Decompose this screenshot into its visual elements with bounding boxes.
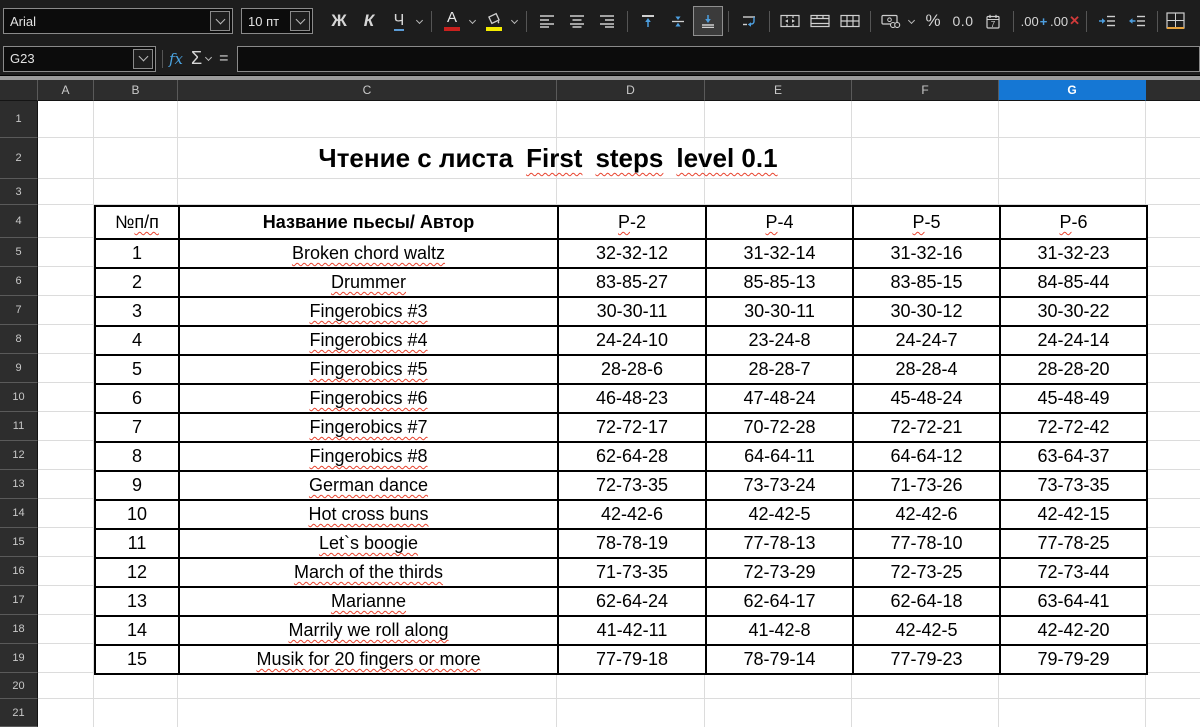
sheet-cell[interactable]	[179, 645, 558, 674]
merge-cells-icon	[810, 14, 830, 28]
merge-center-button[interactable]	[776, 7, 804, 35]
decrease-indent-button[interactable]	[1123, 7, 1151, 35]
sheet-cell[interactable]: 31-32-16	[853, 239, 1000, 268]
sheet-cell[interactable]	[179, 268, 558, 297]
sheet-cell[interactable]: 13	[95, 587, 179, 616]
header-text: п/п	[134, 212, 159, 232]
piece-name: Broken chord waltz	[291, 243, 446, 263]
toolbar-separator	[526, 11, 527, 32]
table-row	[95, 384, 1147, 413]
sheet-cell[interactable]	[179, 297, 558, 326]
chevron-down-icon	[138, 52, 148, 62]
row-header-15[interactable]: 15	[0, 528, 38, 557]
sheet-cell[interactable]: 73-73-24	[706, 471, 853, 500]
sheet-cell[interactable]: 31-32-14	[706, 239, 853, 268]
row-header-18[interactable]: 18	[0, 615, 38, 644]
table-row	[95, 239, 1147, 268]
sheet-cell[interactable]	[179, 558, 558, 587]
sheet-cell[interactable]: 30-30-11	[706, 297, 853, 326]
delete-decimal-icon: .00 ✕	[1050, 13, 1080, 29]
sheet-cell[interactable]	[179, 413, 558, 442]
toolbar-separator	[870, 11, 871, 32]
sheet-cell[interactable]: 4	[95, 326, 179, 355]
chevron-down-icon	[215, 14, 225, 24]
borders-icon	[1166, 11, 1190, 31]
number-format-button[interactable]	[949, 7, 977, 35]
table-row	[95, 413, 1147, 442]
sheet-cell[interactable]: 31-32-23	[1000, 239, 1147, 268]
cell-grid[interactable]	[38, 101, 1200, 727]
sheet-cell[interactable]: 1	[95, 239, 179, 268]
bold-button[interactable]	[325, 7, 353, 35]
formula-input[interactable]	[237, 46, 1200, 72]
toolbar-separator	[162, 50, 163, 68]
sum-button[interactable]: Σ	[191, 48, 203, 68]
add-decimal-icon: .00 +	[1020, 13, 1048, 29]
sheet-cell[interactable]: 15	[95, 645, 179, 674]
currency-format-dropdown[interactable]	[905, 7, 917, 35]
row-header-3[interactable]: 3	[0, 179, 38, 205]
align-bottom-icon	[700, 14, 716, 28]
sheet-cell[interactable]: 78-79-14	[706, 645, 853, 674]
sheet-cell[interactable]: 24-24-14	[1000, 326, 1147, 355]
sheet-cell[interactable]: 2	[95, 268, 179, 297]
header-text: №	[115, 212, 135, 232]
align-center-button[interactable]	[563, 7, 591, 35]
currency-format-button[interactable]	[877, 7, 905, 35]
row-header-6[interactable]: 6	[0, 267, 38, 296]
merge-cells-button[interactable]	[806, 7, 834, 35]
paint-bucket-icon	[486, 12, 502, 25]
sheet-cell[interactable]: 71-73-26	[853, 471, 1000, 500]
sheet-cell[interactable]: 72-73-29	[706, 558, 853, 587]
font-color-swatch	[444, 27, 460, 31]
wrap-text-button[interactable]	[735, 7, 763, 35]
piece-name: Marianne	[330, 591, 407, 611]
font-name-select[interactable]	[3, 8, 233, 34]
piece-name: Fingerobics #7	[309, 417, 428, 437]
sheet-cell[interactable]: 63-64-41	[1000, 587, 1147, 616]
align-right-button[interactable]	[593, 7, 621, 35]
sheet-cell[interactable]	[179, 471, 558, 500]
sum-dropdown[interactable]	[206, 57, 211, 60]
sheet-cell[interactable]: 84-85-44	[1000, 268, 1147, 297]
header-text: -5	[924, 212, 941, 232]
row-header-11[interactable]: 11	[0, 412, 38, 441]
sheet-cell[interactable]	[179, 326, 558, 355]
table-row	[95, 442, 1147, 471]
sheet-cell[interactable]: 64-64-11	[706, 442, 853, 471]
row-header-13[interactable]: 13	[0, 470, 38, 499]
sheet-cell[interactable]	[179, 529, 558, 558]
sheet-cell[interactable]: 5	[95, 355, 179, 384]
sheet-cell[interactable]: 72-72-42	[1000, 413, 1147, 442]
sheet-cell[interactable]: 79-79-29	[1000, 645, 1147, 674]
date-format-button[interactable]	[979, 7, 1007, 35]
column-header-D[interactable]: D	[557, 80, 705, 101]
align-left-button[interactable]	[533, 7, 561, 35]
font-color-icon: A	[446, 9, 457, 26]
font-size-value: 10 пт	[248, 13, 280, 29]
header-cell-name[interactable]: Название пьесы/ Автор	[179, 206, 558, 239]
piece-name: Fingerobics #4	[309, 330, 428, 350]
sheet-cell[interactable]: 42-42-6	[853, 500, 1000, 529]
name-box-dropdown[interactable]	[133, 49, 153, 69]
piece-name: Fingerobics #5	[309, 359, 428, 379]
sheet-cell[interactable]: 9	[95, 471, 179, 500]
sheet-cell[interactable]: 42-42-6	[558, 500, 706, 529]
row-header-5[interactable]: 5	[0, 238, 38, 267]
toolbar-separator	[1013, 11, 1014, 32]
row-header-12[interactable]: 12	[0, 441, 38, 470]
piece-name: Fingerobics #6	[309, 388, 428, 408]
font-color-button[interactable]	[438, 7, 466, 35]
font-size-dropdown[interactable]	[290, 11, 310, 31]
row-header-21[interactable]: 21	[0, 699, 38, 727]
formatting-toolbar	[0, 0, 1200, 42]
font-name-value: Arial	[10, 13, 37, 29]
sheet-cell[interactable]	[179, 587, 558, 616]
sheet-cell[interactable]: 30-30-11	[558, 297, 706, 326]
sheet-cell[interactable]	[179, 384, 558, 413]
header-text: P	[765, 212, 778, 232]
sheet-cell[interactable]	[179, 442, 558, 471]
header-text: -6	[1071, 212, 1088, 232]
sheet-cell[interactable]: 42-42-15	[1000, 500, 1147, 529]
sheet-cell[interactable]: 85-85-13	[706, 268, 853, 297]
sheet-cell[interactable]: 24-24-10	[558, 326, 706, 355]
chevron-down-icon	[205, 54, 212, 61]
sheet-cell[interactable]: 77-78-25	[1000, 529, 1147, 558]
sheet-cell[interactable]: 72-72-17	[558, 413, 706, 442]
sheet-cell[interactable]: 77-78-10	[853, 529, 1000, 558]
underline-icon: Ч	[393, 11, 405, 29]
toolbar-separator	[769, 11, 770, 32]
align-top-icon	[640, 14, 656, 28]
unmerge-cells-icon	[840, 14, 860, 28]
italic-button[interactable]	[355, 7, 383, 35]
delete-decimal-button[interactable]	[1050, 7, 1080, 35]
chevron-down-icon	[295, 14, 305, 24]
formula-bar	[0, 42, 1200, 76]
sheet-cell[interactable]: 83-85-15	[853, 268, 1000, 297]
table-row	[95, 529, 1147, 558]
row-header-16[interactable]: 16	[0, 557, 38, 586]
row-header-10[interactable]: 10	[0, 383, 38, 412]
align-left-icon	[539, 14, 555, 28]
underline-button[interactable]	[385, 7, 413, 35]
piece-name: Marrily we roll along	[288, 620, 449, 640]
piece-name: Musik for 20 fingers or more	[256, 649, 481, 669]
sheet-cell[interactable]: 77-79-23	[853, 645, 1000, 674]
sheet-cell[interactable]: 72-73-35	[558, 471, 706, 500]
row-header-19[interactable]: 19	[0, 644, 38, 673]
title-text: steps	[595, 143, 664, 173]
sheet-cell[interactable]: 71-73-35	[558, 558, 706, 587]
sheet-cell[interactable]: 28-28-6	[558, 355, 706, 384]
header-cell-level[interactable]	[1000, 206, 1147, 239]
sheet-cell[interactable]: 11	[95, 529, 179, 558]
align-bottom-button[interactable]	[694, 7, 722, 35]
italic-icon: К	[363, 11, 375, 30]
percent-icon: %	[925, 11, 941, 30]
sheet-cell[interactable]: 72-73-25	[853, 558, 1000, 587]
sheet-cell[interactable]: 47-48-24	[706, 384, 853, 413]
wrap-text-icon	[741, 14, 757, 28]
piece-name: Fingerobics #8	[309, 446, 428, 466]
table-row	[95, 500, 1147, 529]
sheet-cell[interactable]: 73-73-35	[1000, 471, 1147, 500]
align-top-button[interactable]	[634, 7, 662, 35]
column-header-G[interactable]: G	[999, 80, 1146, 101]
header-text: P	[1059, 212, 1072, 232]
sheet-cell[interactable]: 72-73-44	[1000, 558, 1147, 587]
sheet-cell[interactable]: 46-48-23	[558, 384, 706, 413]
sheet-title	[178, 138, 918, 179]
sheet-cell[interactable]	[179, 239, 558, 268]
header-cell-level[interactable]	[853, 206, 1000, 239]
piece-name: Hot cross buns	[308, 504, 429, 524]
spreadsheet	[0, 80, 1200, 727]
align-center-icon	[569, 14, 585, 28]
row-header-20[interactable]: 20	[0, 673, 38, 699]
sheet-cell[interactable]: 7	[95, 413, 179, 442]
sheet-cell[interactable]: 23-24-8	[706, 326, 853, 355]
sheet-cell[interactable]: 63-64-37	[1000, 442, 1147, 471]
font-color-dropdown[interactable]	[466, 7, 478, 35]
sheet-cell[interactable]: 83-85-27	[558, 268, 706, 297]
table-row	[95, 268, 1147, 297]
sheet-cell[interactable]: 8	[95, 442, 179, 471]
toolbar-separator	[1157, 11, 1158, 32]
header-cell-level[interactable]	[558, 206, 706, 239]
sheet-cell[interactable]: 62-64-28	[558, 442, 706, 471]
header-text: -4	[777, 212, 794, 232]
sheet-cell[interactable]: 30-30-22	[1000, 297, 1147, 326]
center-vertically-icon	[670, 14, 686, 28]
chevron-down-icon	[510, 16, 517, 23]
title-text: level 0.1	[676, 143, 778, 173]
piece-name: March of the thirds	[293, 562, 444, 582]
name-box[interactable]	[3, 46, 156, 72]
underline-dropdown[interactable]	[413, 7, 425, 35]
currency-icon	[881, 14, 901, 28]
sheet-cell[interactable]: 10	[95, 500, 179, 529]
sheet-cell[interactable]: 28-28-7	[706, 355, 853, 384]
borders-button[interactable]	[1164, 7, 1192, 35]
piece-name: German dance	[308, 475, 429, 495]
toolbar-separator	[1086, 11, 1087, 32]
row-headers	[0, 101, 38, 727]
table-row	[95, 326, 1147, 355]
sheet-cell[interactable]: 42-42-5	[853, 616, 1000, 645]
column-header-C[interactable]: C	[178, 80, 557, 101]
toolbar-separator	[728, 11, 729, 32]
header-text: P	[912, 212, 925, 232]
sheet-cell[interactable]: 6	[95, 384, 179, 413]
header-text: -2	[630, 212, 647, 232]
increase-indent-button[interactable]	[1093, 7, 1121, 35]
table-row	[95, 587, 1147, 616]
highlight-dropdown[interactable]	[508, 7, 520, 35]
sheet-cell[interactable]: 72-72-21	[853, 413, 1000, 442]
header-cell-num[interactable]	[95, 206, 179, 239]
pieces-table	[94, 205, 1148, 675]
sheet-cell[interactable]: 62-64-18	[853, 587, 1000, 616]
merge-center-icon	[780, 14, 800, 28]
table-row	[95, 558, 1147, 587]
column-header-row	[0, 80, 1200, 101]
table-header-row	[95, 206, 1147, 239]
font-size-select[interactable]	[241, 8, 313, 34]
bold-icon: Ж	[331, 11, 347, 30]
table-row	[95, 355, 1147, 384]
column-header-B[interactable]: B	[94, 80, 178, 101]
sheet-cell[interactable]: 42-42-20	[1000, 616, 1147, 645]
select-all-corner[interactable]	[0, 80, 38, 101]
cell-reference: G23	[10, 51, 35, 66]
font-name-dropdown[interactable]	[210, 11, 230, 31]
chevron-down-icon	[415, 16, 422, 23]
row-header-7[interactable]: 7	[0, 296, 38, 325]
row-header-4[interactable]: 4	[0, 205, 38, 238]
row-header-9[interactable]: 9	[0, 354, 38, 383]
sheet-cell[interactable]: 14	[95, 616, 179, 645]
table-row	[95, 645, 1147, 674]
unmerge-cells-button[interactable]	[836, 7, 864, 35]
sheet-cell[interactable]	[179, 500, 558, 529]
row-header-2[interactable]: 2	[0, 138, 38, 179]
sheet-cell[interactable]: 30-30-12	[853, 297, 1000, 326]
increase-indent-icon	[1098, 14, 1116, 28]
calendar-icon	[985, 14, 1001, 29]
header-cell-level[interactable]	[706, 206, 853, 239]
sheet-cell[interactable]: 41-42-11	[558, 616, 706, 645]
sheet-cell[interactable]: 41-42-8	[706, 616, 853, 645]
sheet-cell[interactable]: 64-64-12	[853, 442, 1000, 471]
column-header-E[interactable]: E	[705, 80, 852, 101]
add-decimal-button[interactable]	[1020, 7, 1048, 35]
row-header-1[interactable]: 1	[0, 101, 38, 138]
sheet-cell[interactable]: 62-64-24	[558, 587, 706, 616]
sheet-cell[interactable]: 3	[95, 297, 179, 326]
column-header-filler	[1146, 80, 1200, 101]
sheet-cell[interactable]	[179, 355, 558, 384]
sheet-cell[interactable]: 77-78-13	[706, 529, 853, 558]
sheet-cell[interactable]: 45-48-24	[853, 384, 1000, 413]
row-header-8[interactable]: 8	[0, 325, 38, 354]
sheet-cell[interactable]: 45-48-49	[1000, 384, 1147, 413]
sheet-cell[interactable]: 70-72-28	[706, 413, 853, 442]
table-row	[95, 616, 1147, 645]
highlight-color-button[interactable]	[480, 7, 508, 35]
highlight-color-swatch	[486, 27, 502, 31]
center-vertically-button[interactable]	[664, 7, 692, 35]
formula-equals-button[interactable]: =	[219, 49, 229, 67]
sheet-cell[interactable]: 62-64-17	[706, 587, 853, 616]
column-header-F[interactable]: F	[852, 80, 999, 101]
percent-format-button[interactable]	[919, 7, 947, 35]
chevron-down-icon	[907, 16, 914, 23]
decrease-indent-icon	[1128, 14, 1146, 28]
gridline	[38, 698, 1200, 699]
chevron-down-icon	[468, 16, 475, 23]
svg-text:7: 7	[990, 19, 996, 29]
table-row	[95, 471, 1147, 500]
sheet-cell[interactable]: 28-28-20	[1000, 355, 1147, 384]
sheet-cell[interactable]: 78-78-19	[558, 529, 706, 558]
row-header-17[interactable]: 17	[0, 586, 38, 615]
column-header-A[interactable]: A	[38, 80, 94, 101]
align-right-icon	[599, 14, 615, 28]
toolbar-separator	[431, 11, 432, 32]
column-headers	[38, 80, 1200, 101]
sheet-cell[interactable]: 32-32-12	[558, 239, 706, 268]
table-row	[95, 297, 1147, 326]
piece-name: Let`s boogie	[318, 533, 419, 553]
sheet-cell[interactable]: 77-79-18	[558, 645, 706, 674]
piece-name: Drummer	[331, 272, 406, 292]
number-format-icon: 0.0	[952, 13, 974, 29]
title-text: First	[526, 143, 583, 173]
function-wizard-button[interactable]: fx	[169, 49, 184, 68]
sheet-cell[interactable]	[179, 616, 558, 645]
sheet-cell[interactable]: 24-24-7	[853, 326, 1000, 355]
sheet-cell[interactable]: 28-28-4	[853, 355, 1000, 384]
sheet-cell[interactable]: 12	[95, 558, 179, 587]
sheet-cell[interactable]: 42-42-5	[706, 500, 853, 529]
header-text: P	[617, 212, 630, 232]
title-text: Чтение с листа	[318, 143, 514, 173]
piece-name: Fingerobics #3	[309, 301, 428, 321]
toolbar-separator	[627, 11, 628, 32]
row-header-14[interactable]: 14	[0, 499, 38, 528]
